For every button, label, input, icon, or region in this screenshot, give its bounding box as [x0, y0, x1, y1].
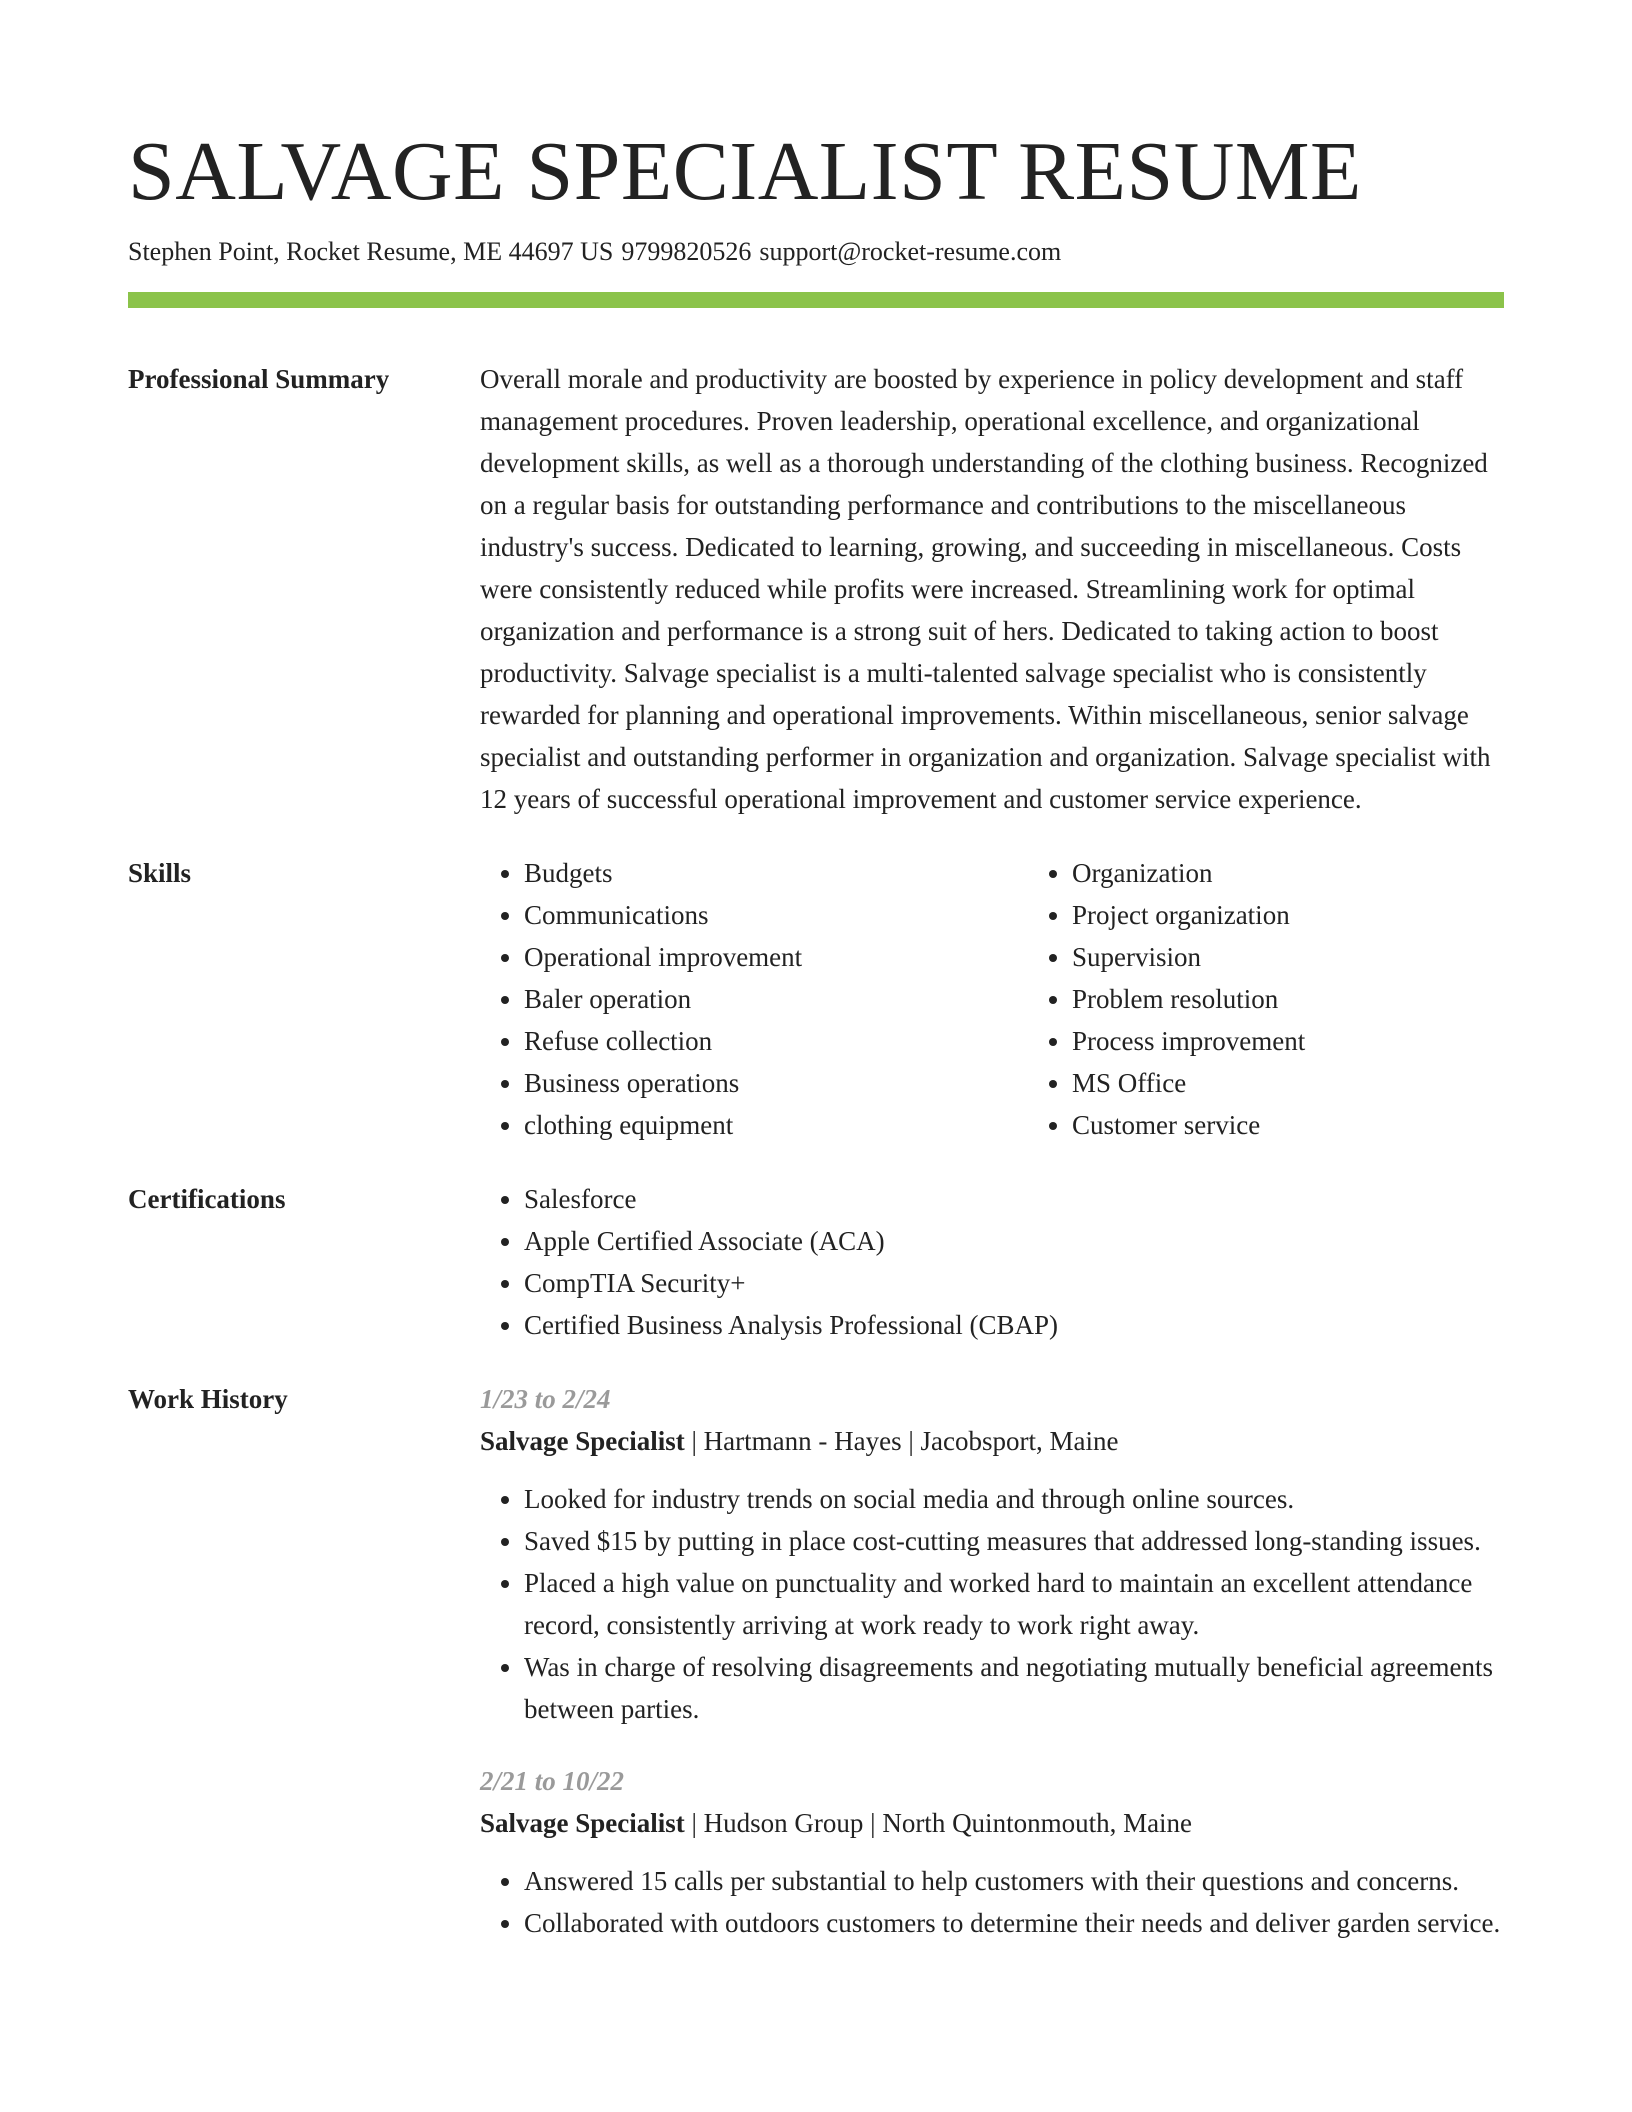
- section-label-skills: Skills: [128, 858, 192, 888]
- job-heading: [480, 1802, 1504, 1844]
- skill-item: • Refuse collection: [524, 1020, 1028, 1062]
- job-bullet: • Saved $15 by putting in place cost-cutting measures that addressed long-standing issues.: [524, 1520, 1504, 1562]
- skill-item: • Budgets: [524, 852, 1028, 894]
- contact-email: support@rocket-resume.com: [759, 237, 1062, 266]
- header-divider: [128, 292, 1504, 308]
- certification-item: • Certified Business Analysis Professional (CBAP): [524, 1304, 1504, 1346]
- skill-item: • Operational improvement: [524, 936, 1028, 978]
- job-entry: [480, 1760, 1504, 1944]
- skills-list-col1: [480, 852, 1028, 1146]
- certification-item: • Apple Certified Associate (ACA): [524, 1220, 1504, 1262]
- skill-item: • Organization: [1072, 852, 1576, 894]
- skill-item: • Business operations: [524, 1062, 1028, 1104]
- job-heading: [480, 1420, 1504, 1462]
- job-entry: [480, 1378, 1504, 1730]
- section-work-history: [128, 1378, 1504, 1944]
- skill-item: • Problem resolution: [1072, 978, 1576, 1020]
- skill-item: • Supervision: [1072, 936, 1576, 978]
- section-label-certifications: Certifications: [128, 1184, 286, 1214]
- contact-address: Stephen Point, Rocket Resume, ME 44697 US: [128, 237, 614, 266]
- skill-item: • Process improvement: [1072, 1020, 1576, 1062]
- certifications-list: [480, 1178, 1504, 1346]
- job-details: | Hudson Group | North Quintonmouth, Maine: [684, 1808, 1193, 1838]
- skill-item: • Baler operation: [524, 978, 1028, 1020]
- job-bullets: [480, 1860, 1504, 1944]
- job-bullet: • Answered 15 calls per substantial to help customers with their questions and concerns.: [524, 1860, 1504, 1902]
- certification-item: • CompTIA Security+: [524, 1262, 1504, 1304]
- section-skills: [128, 852, 1504, 1146]
- job-bullet: • Was in charge of resolving disagreements and negotiating mutually beneficial agreements between parties.: [524, 1646, 1504, 1730]
- skill-item: • clothing equipment: [524, 1104, 1028, 1146]
- job-bullets: [480, 1478, 1504, 1730]
- summary-text: Overall morale and productivity are boosted by experience in policy development and staff management procedures. Proven leadership, operational excellence, and organizational development skills, as well as a thorough understanding of the clothing business. Recognized on a regular basis for outstanding performance and contributions to the miscellaneous industry's success. Dedicated to learning, growing, and succeeding in miscellaneous. Costs were consistently reduced while profits were increased. Streamlining work for optimal organization and performance is a strong suit of hers. Dedicated to taking action to boost productivity. Salvage specialist is a multi-talented salvage specialist who is consistently rewarded for planning and operational improvements. Within miscellaneous, senior salvage specialist and outstanding performer in organization and organization. Salvage specialist with 12 years of successful operational improvement and customer service experience.: [480, 364, 1491, 814]
- section-label-summary: Professional Summary: [128, 364, 390, 394]
- resume-title: SALVAGE SPECIALIST RESUME: [128, 125, 1362, 218]
- skill-item: • Customer service: [1072, 1104, 1576, 1146]
- section-certifications: [128, 1178, 1504, 1346]
- section-professional-summary: [128, 358, 1504, 820]
- job-title: Salvage Specialist: [480, 1808, 685, 1838]
- resume-page: [128, 120, 1504, 1944]
- skills-list-col2: [1028, 852, 1576, 1146]
- job-bullet: • Collaborated with outdoors customers to determine their needs and deliver garden service.: [524, 1902, 1504, 1944]
- certification-item: • Salesforce: [524, 1178, 1504, 1220]
- job-dates: 1/23 to 2/24: [480, 1384, 611, 1414]
- job-details: | Hartmann - Hayes | Jacobsport, Maine: [684, 1426, 1119, 1456]
- job-bullet: • Looked for industry trends on social media and through online sources.: [524, 1478, 1504, 1520]
- contact-line: [128, 232, 1504, 272]
- skill-item: • Communications: [524, 894, 1028, 936]
- section-label-work-history: Work History: [128, 1384, 288, 1414]
- skill-item: • MS Office: [1072, 1062, 1576, 1104]
- job-dates: 2/21 to 10/22: [480, 1766, 625, 1796]
- skill-item: • Project organization: [1072, 894, 1576, 936]
- contact-phone: 9799820526: [621, 237, 752, 266]
- job-title: Salvage Specialist: [480, 1426, 685, 1456]
- job-bullet: • Placed a high value on punctuality and worked hard to maintain an excellent attendance record, consistently arriving at work ready to work right away.: [524, 1562, 1504, 1646]
